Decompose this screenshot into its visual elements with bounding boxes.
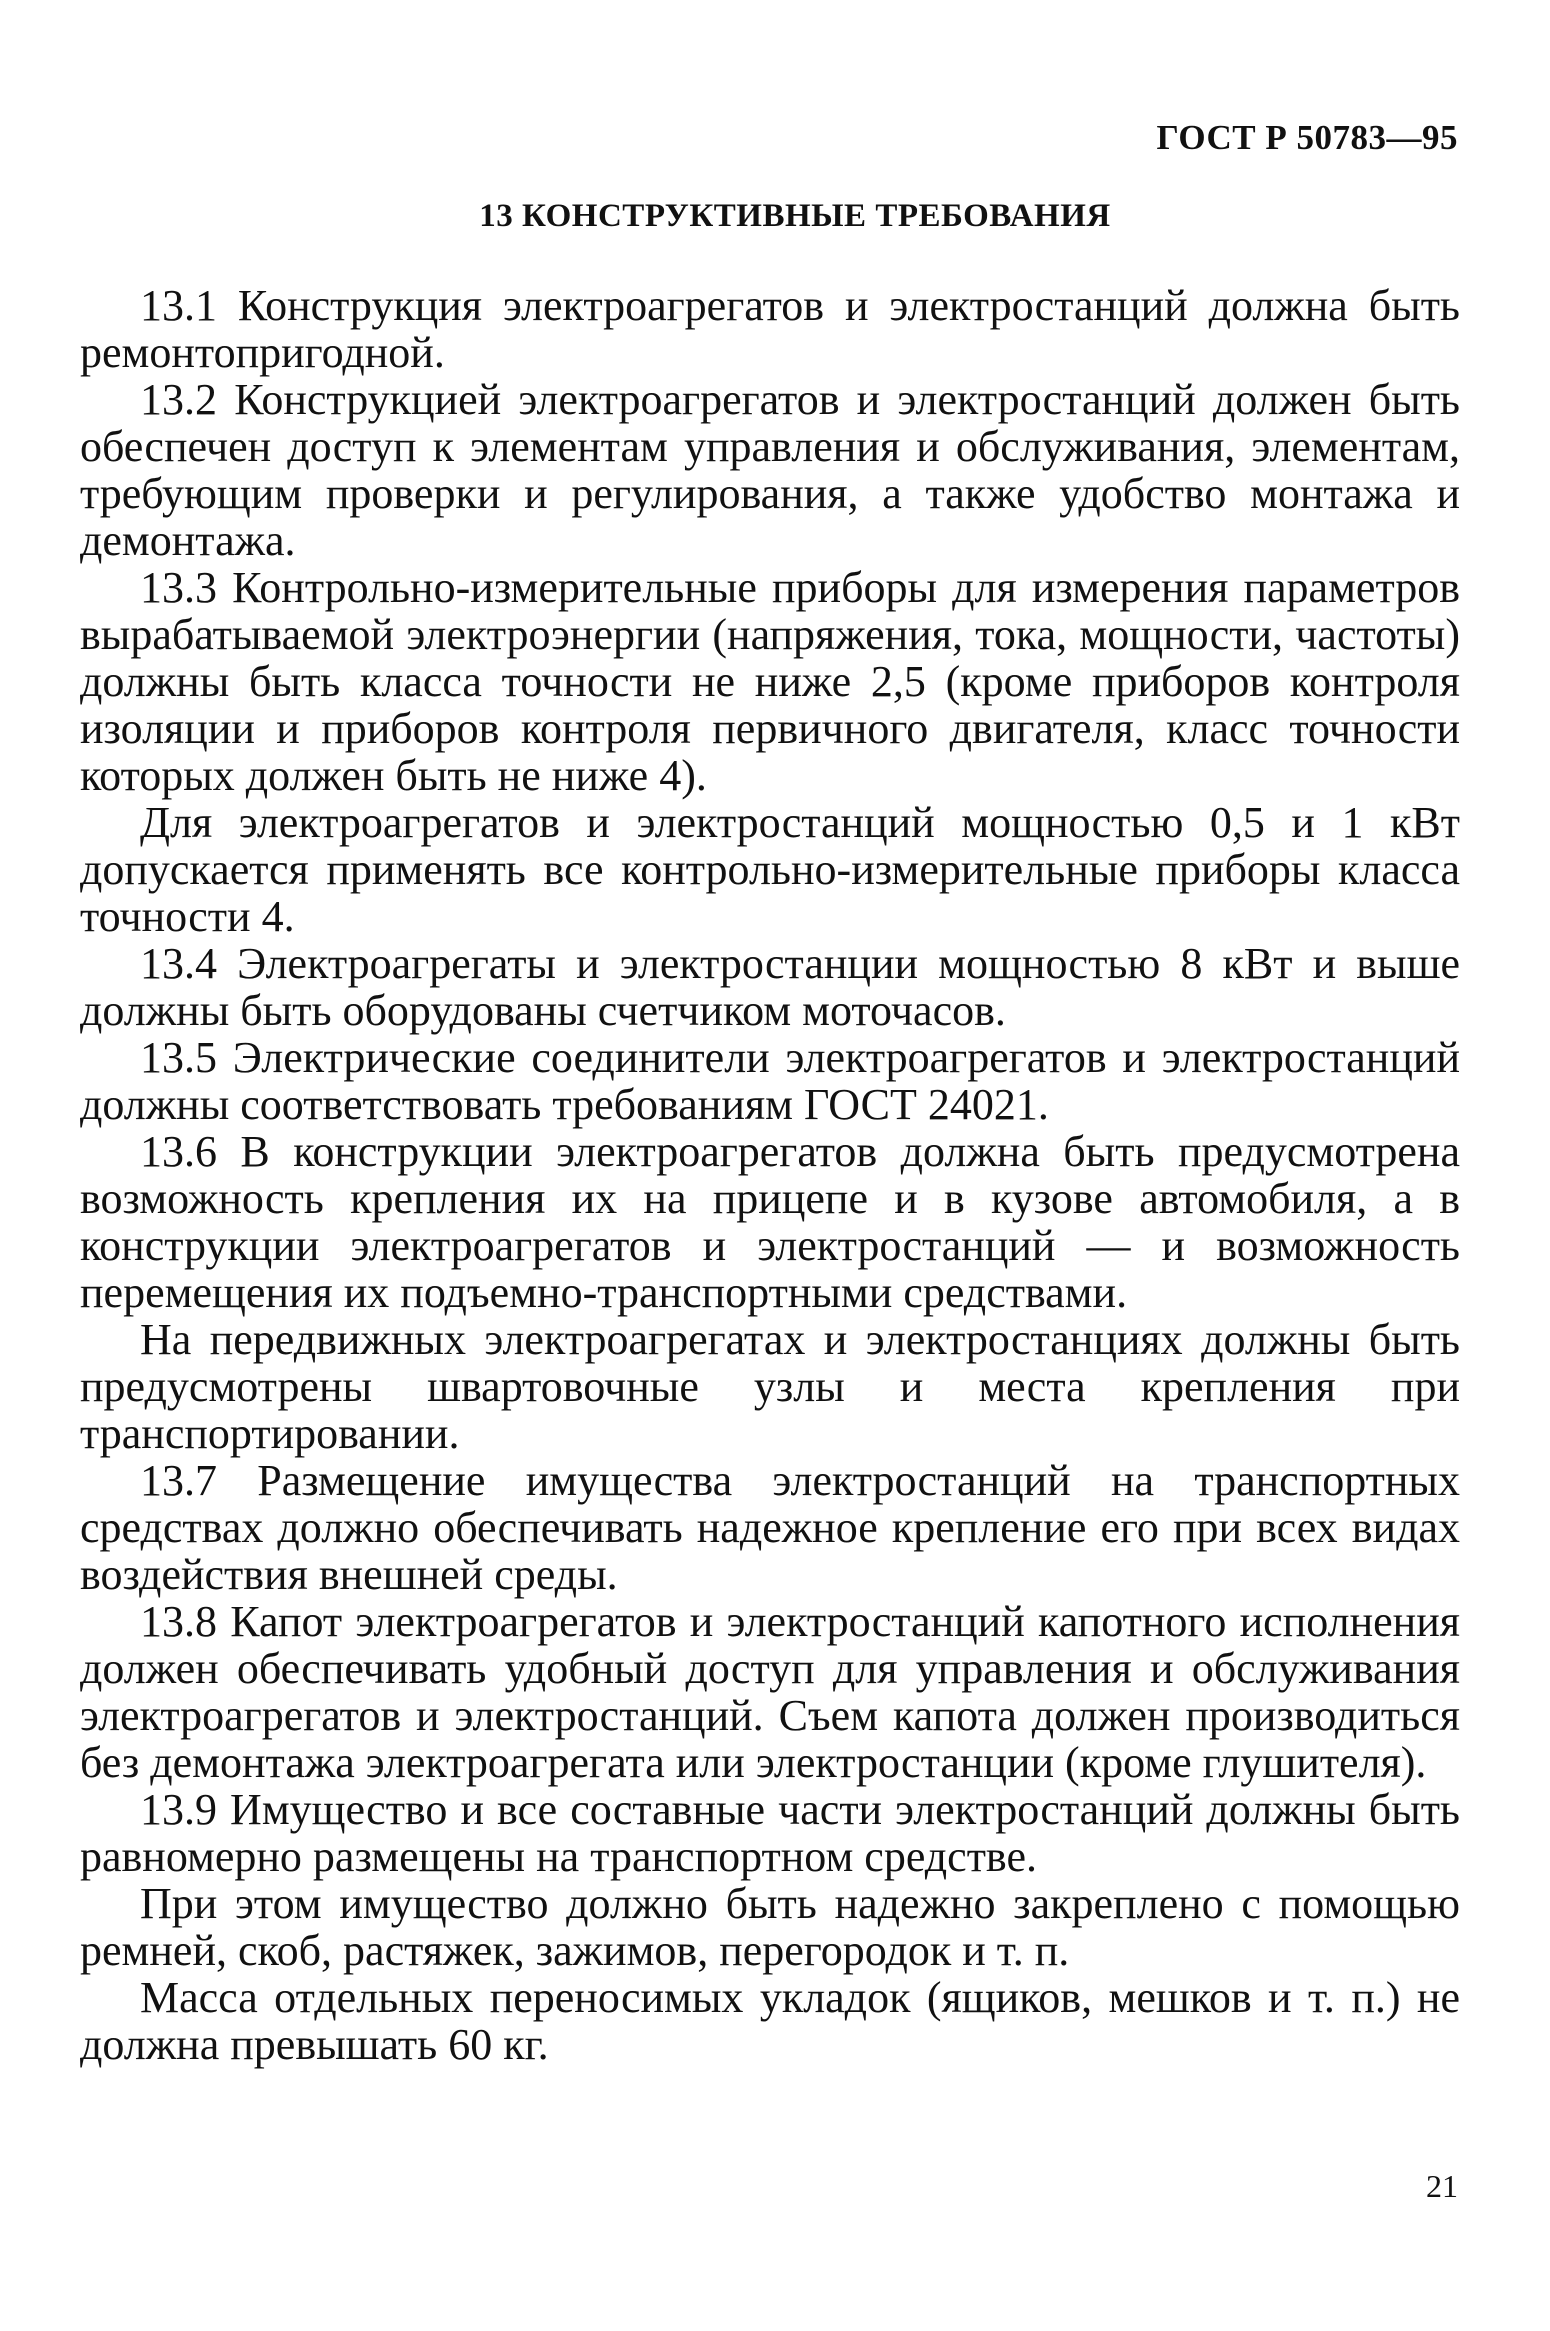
- paragraph-13-7: 13.7 Размещение имущества электростанций на транспортных средствах должно обеспечивать надежное крепление его при всех видах воздействия внешней среды.: [80, 1456, 1460, 1599]
- section-title: 13 КОНСТРУКТИВНЫЕ ТРЕБОВАНИЯ: [479, 198, 1111, 234]
- paragraph-13-6-note: На передвижных электроагрегатах и электростанциях должны быть предусмотрены швартовочные узлы и места крепления при транспортировании.: [80, 1315, 1460, 1458]
- section-body: [80, 282, 1460, 2068]
- paragraph-13-2: 13.2 Конструкцией электроагрегатов и электростанций должен быть обеспечен доступ к элементам управления и обслуживания, элементам, требующим проверки и регулирования, а также удобство монтажа и демонтажа.: [80, 375, 1460, 565]
- document-code: ГОСТ Р 50783—95: [1156, 118, 1458, 157]
- page-number: 21: [1426, 2168, 1458, 2204]
- paragraph-13-1: 13.1 Конструкция электроагрегатов и электростанций должна быть ремонтопригодной.: [80, 281, 1460, 377]
- paragraph-13-5: 13.5 Электрические соединители электроагрегатов и электростанций должны соответствовать требованиям ГОСТ 24021.: [80, 1033, 1460, 1129]
- paragraph-13-6: 13.6 В конструкции электроагрегатов должна быть предусмотрена возможность крепления их на прицепе и в кузове автомобиля, а в конструкции электроагрегатов и электростанций — и возможность перемещения их подъемно-транспортными средствами.: [80, 1127, 1460, 1317]
- paragraph-13-3: 13.3 Контрольно-измерительные приборы для измерения параметров вырабатываемой электроэнергии (напряжения, тока, мощности, частоты) должны быть класса точности не ниже 2,5 (кроме приборов контроля изоляции и приборов контроля первичного двигателя, класс точности которых должен быть не ниже 4).: [80, 563, 1460, 800]
- paragraph-13-9: 13.9 Имущество и все составные части электростанций должны быть равномерно размещены на транспортном средстве.: [80, 1785, 1460, 1881]
- paragraph-13-8: 13.8 Капот электроагрегатов и электростанций капотного исполнения должен обеспечивать удобный доступ для управления и обслуживания электроагрегатов и электростанций. Съем капота должен производиться без демонтажа электроагрегата или электростанции (кроме глушителя).: [80, 1597, 1460, 1787]
- paragraph-13-9-note-2: Масса отдельных переносимых укладок (ящиков, мешков и т. п.) не должна превышать 60 кг.: [80, 1973, 1460, 2069]
- paragraph-13-9-note-1: При этом имущество должно быть надежно закреплено с помощью ремней, скоб, растяжек, зажимов, перегородок и т. п.: [80, 1879, 1460, 1975]
- paragraph-13-3-note: Для электроагрегатов и электростанций мощностью 0,5 и 1 кВт допускается применять все контрольно-измерительные приборы класса точности 4.: [80, 798, 1460, 941]
- paragraph-13-4: 13.4 Электроагрегаты и электростанции мощностью 8 кВт и выше должны быть оборудованы счетчиком моточасов.: [80, 939, 1460, 1035]
